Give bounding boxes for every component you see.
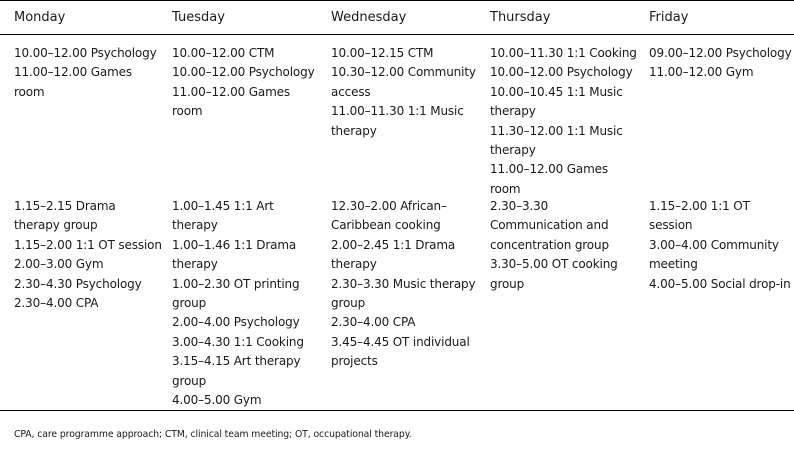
table-footnote: CPA, care programme approach; CTM, clinical team meeting; OT, occupational therapy. — [14, 429, 412, 440]
activity: 3.45–4.45 OT individual projects — [331, 334, 470, 369]
activity: 1.00–1.46 1:1 Drama therapy — [172, 237, 297, 272]
activity: 4.00–5.00 Social drop-in — [649, 276, 791, 291]
activity: 12.30–2.00 African–Caribbean cooking — [331, 199, 447, 233]
table-top-rule — [0, 0, 794, 1]
activity: 1.00–2.30 OT printing group — [172, 276, 300, 311]
activity: 1.15–2.00 1:1 OT session — [14, 237, 162, 252]
cell-thursday-afternoon — [490, 197, 640, 294]
activity: 11.00–12.00 Games room — [172, 84, 290, 119]
activity: 1.15–2.00 1:1 OT session — [649, 199, 750, 233]
activity: 2.30–3.30 Communication and concentration group — [490, 199, 609, 252]
activity: 2.30–4.00 CPA — [331, 315, 416, 330]
activity: 11.00–12.00 Games room — [490, 162, 608, 196]
header-tuesday: Tuesday — [172, 10, 225, 25]
activity: 3.00–4.00 Community meeting — [649, 237, 779, 272]
cell-wednesday-afternoon — [331, 197, 481, 372]
cell-friday-afternoon — [649, 197, 794, 294]
activity: 1.15–2.15 Drama therapy group — [14, 199, 116, 233]
cell-tuesday-afternoon — [172, 197, 322, 410]
activity: 3.30–5.00 OT cooking group — [490, 257, 618, 291]
activity: 10.00–12.00 Psychology — [14, 46, 157, 60]
activity: 10.00–12.15 CTM — [331, 46, 434, 60]
activity: 2.00–2.45 1:1 Drama therapy — [331, 237, 456, 272]
header-friday: Friday — [649, 10, 689, 25]
cell-monday-afternoon — [14, 197, 164, 313]
activity: 11.00–12.00 Gym — [649, 65, 754, 80]
activity: 2.30–3.30 Music therapy group — [331, 276, 476, 311]
activity: 3.00–4.30 1:1 Cooking — [172, 334, 304, 349]
activity: 10.00–12.00 Psychology — [490, 65, 633, 80]
activity: 10.00–11.30 1:1 Cooking — [490, 46, 637, 60]
cell-wednesday-morning — [331, 44, 481, 141]
activity: 2.00–3.00 Gym — [14, 257, 104, 272]
activity: 2.30–4.00 CPA — [14, 296, 99, 311]
activity: 10.00–12.00 CTM — [172, 46, 275, 60]
activity: 09.00–12.00 Psychology — [649, 46, 792, 60]
header-rule — [0, 34, 794, 35]
cell-tuesday-morning — [172, 44, 322, 122]
header-wednesday: Wednesday — [331, 10, 407, 25]
activity: 11.00–11.30 1:1 Music therapy — [331, 104, 464, 138]
header-thursday: Thursday — [490, 10, 551, 25]
activity: 2.00–4.00 Psychology — [172, 315, 300, 330]
activity: 1.00–1.45 1:1 Art therapy — [172, 199, 274, 233]
activity: 2.30–4.30 Psychology — [14, 276, 142, 291]
cell-monday-morning — [14, 44, 164, 102]
cell-thursday-morning — [490, 44, 640, 199]
header-monday: Monday — [14, 10, 66, 25]
activity: 10.00–10.45 1:1 Music therapy — [490, 84, 623, 119]
activity: 10.30–12.00 Community access — [331, 65, 476, 99]
table-bottom-rule — [0, 410, 794, 411]
activity: 10.00–12.00 Psychology — [172, 65, 315, 80]
activity: 11.00–12.00 Games room — [14, 65, 132, 99]
activity: 4.00–5.00 Gym — [172, 393, 262, 408]
activity: 11.30–12.00 1:1 Music therapy — [490, 123, 623, 158]
cell-friday-morning — [649, 44, 794, 83]
activity: 3.15–4.15 Art therapy group — [172, 354, 301, 388]
